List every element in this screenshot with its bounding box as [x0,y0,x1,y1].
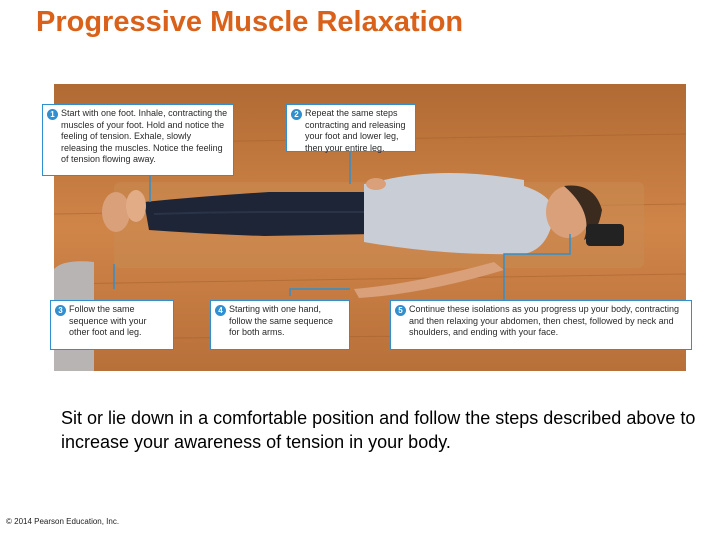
step-2-number: 2 [291,109,302,120]
step-5-text: Continue these isolations as you progress up your body, contracting and then relaxing your abdomen, then chest, followed by neck and shoulders, and ending with your face. [409,304,679,337]
step-4-text: Starting with one hand, follow the same sequence for both arms. [229,304,334,337]
relaxation-figure [50,84,686,371]
caption-text: Sit or lie down in a comfortable position and follow the steps described above to increase your awareness of tension in your body. [61,408,696,452]
step-3-text: Follow the same sequence with your other foot and leg. [69,304,147,337]
pillow [586,224,624,246]
step-4-number: 4 [215,305,226,316]
step-1-number: 1 [47,109,58,120]
step-3-number: 3 [55,305,66,316]
step-3-box [50,300,174,350]
step-4-box [210,300,350,350]
left-foot [102,192,130,232]
right-foot [126,190,146,222]
upper-hand [366,178,386,190]
slide-title: Progressive Muscle Relaxation [36,6,464,38]
step-2-text: Repeat the same steps contracting and releasing your foot and lower leg, then your entire leg. [305,108,406,153]
step-1-text: Start with one foot. Inhale, contracting the muscles of your foot. Hold and notice the feeling of tension. Exhale, slowly releasing the muscles. Notice the feeling of tension flowing away. [61,108,228,164]
shirt [364,179,554,254]
step-5-box [390,300,692,350]
step-1-box [42,104,234,176]
step-2-box [286,104,416,152]
copyright-notice: © 2014 Pearson Education, Inc. [6,517,120,526]
step-5-number: 5 [395,305,406,316]
